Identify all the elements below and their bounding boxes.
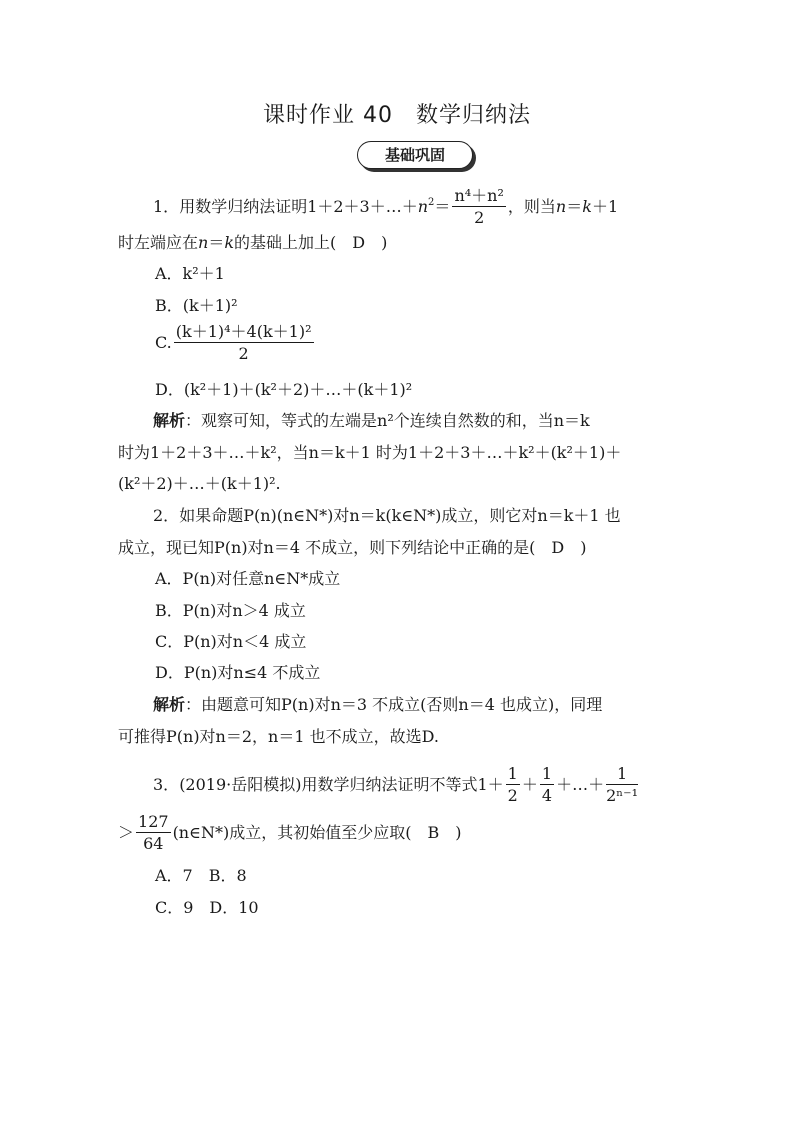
q3-number: 3． (153, 775, 180, 794)
q3-fraction-1 (506, 764, 520, 807)
q2-option-a: A．P(n)对任意n∈N*成立 (155, 569, 341, 588)
q3-f1-den: 2 (507, 786, 518, 805)
q1-frac-num: n⁴＋n² (454, 186, 504, 205)
q3-f2-num: 1 (541, 764, 553, 783)
q3-options-ab: A．7 B．8 (155, 866, 247, 885)
q2-explanation-line1 (153, 694, 602, 716)
q1-option-c-prefix: C. (155, 333, 172, 352)
q3-f3-num: 1 (606, 764, 638, 785)
q2-option-c: C．P(n)对n＜4 成立 (155, 632, 307, 651)
q2-exp-1: ：由题意可知P(n)对n＝3 不成立(否则n＝4 也成立)，同理 (185, 695, 603, 714)
q1-stem-a: 用数学归纳法证明1＋2＋3＋…＋ (179, 197, 418, 216)
q1-stem-c: 时左端应在 (118, 233, 199, 252)
q1-stem-b: ，则当 (507, 197, 556, 216)
q1-frac-den: 2 (474, 208, 485, 227)
q2-number: 2． (153, 506, 180, 525)
q1-explanation-line1 (153, 410, 590, 432)
q1-fraction (452, 186, 505, 229)
q1-explanation-label: 解析 (153, 411, 186, 430)
q3-close: ) (439, 823, 462, 842)
q2-explanation-line2: 可推得P(n)对n＝2，n＝1 也不成立，故选D. (118, 727, 439, 746)
q3-stem-line2 (118, 812, 461, 855)
q3-f4-den: 64 (143, 834, 164, 853)
q3-f1-num: 1 (507, 764, 518, 783)
q1-close: ) (365, 233, 388, 252)
q1-stem-d: 的基础上加上( (234, 233, 353, 252)
q1-option-d: D．(k²＋1)＋(k²＋2)＋…＋(k＋1)² (155, 380, 413, 399)
q3-f2-den: 4 (541, 786, 553, 805)
q2-line1: 如果命题P(n)(n∈N*)对n＝k(k∈N*)成立，则它对n＝k＋1 也 (179, 506, 621, 525)
q1-option-b: B．(k＋1)² (155, 296, 238, 315)
q2-explanation-label: 解析 (153, 695, 186, 714)
q1-stem-line2: 时左端应在n＝k的基础上加上( D ) (118, 233, 388, 252)
q1-option-c-den: 2 (238, 344, 249, 363)
page-title: 课时作业 40 数学归纳法 (263, 103, 531, 128)
q1-option-c-num: (k＋1)⁴＋4(k＋1)² (175, 322, 312, 341)
q1-stem-line1: 1．用数学归纳法证明$1+2+3+\dots+n^2=$ $\frac{\text{n⁴＋n²}}{2}$ ，则当n＝k＋1 (153, 186, 619, 227)
q1-answer: D (352, 233, 366, 252)
q3-options-cd: C．9 D．10 (155, 898, 259, 917)
q2-option-d: D．P(n)对n≤4 不成立 (155, 663, 321, 682)
q3-mid: ＋…＋ (556, 775, 605, 794)
q2-stem-line2: 成立，现已知P(n)对n＝4 不成立，则下列结论中正确的是( D ) (118, 538, 587, 557)
q1-option-c (155, 322, 316, 365)
q3-stem-line1: 3．(2019·岳阳模拟)用数学归纳法证明不等式1＋ $\frac{1}{2}$ ＋ $\frac{1}{4}$ ＋…＋ $\frac{1}{\text{2ⁿ⁻¹}}$ (153, 764, 639, 805)
section-badge: 基础巩固 (357, 141, 473, 169)
q3-fraction-3 (606, 764, 638, 807)
q2-stem-line1 (153, 505, 621, 527)
q1-option-a: A．k²＋1 (155, 264, 225, 283)
q3-f3-den: 2ⁿ⁻¹ (606, 786, 639, 805)
q3-answer: B (427, 823, 440, 842)
q1-explanation-line3: (k²＋2)＋…＋(k＋1)². (118, 474, 281, 493)
q3-fraction-2 (540, 764, 554, 807)
q2-option-b: B．P(n)对n＞4 成立 (155, 601, 306, 620)
q3-stem-a: (2019·岳阳模拟)用数学归纳法证明不等式1＋ (179, 775, 504, 794)
q3-fraction-4 (136, 812, 171, 855)
q1-number: 1． (153, 197, 180, 216)
q3-stem-b: (n∈N*)成立，其初始值至少应取( (172, 823, 428, 842)
q3-gt: ＞ (118, 823, 135, 842)
q3-f4-num: 127 (138, 812, 169, 831)
q1-option-c-fraction (174, 322, 314, 365)
q1-explanation-line2: 时为1＋2＋3＋…＋k²，当n＝k＋1 时为1＋2＋3＋…＋k²＋(k²＋1)＋ (118, 443, 622, 462)
q1-exp-1: ：观察可知，等式的左端是n²个连续自然数的和，当n＝k (185, 411, 590, 430)
